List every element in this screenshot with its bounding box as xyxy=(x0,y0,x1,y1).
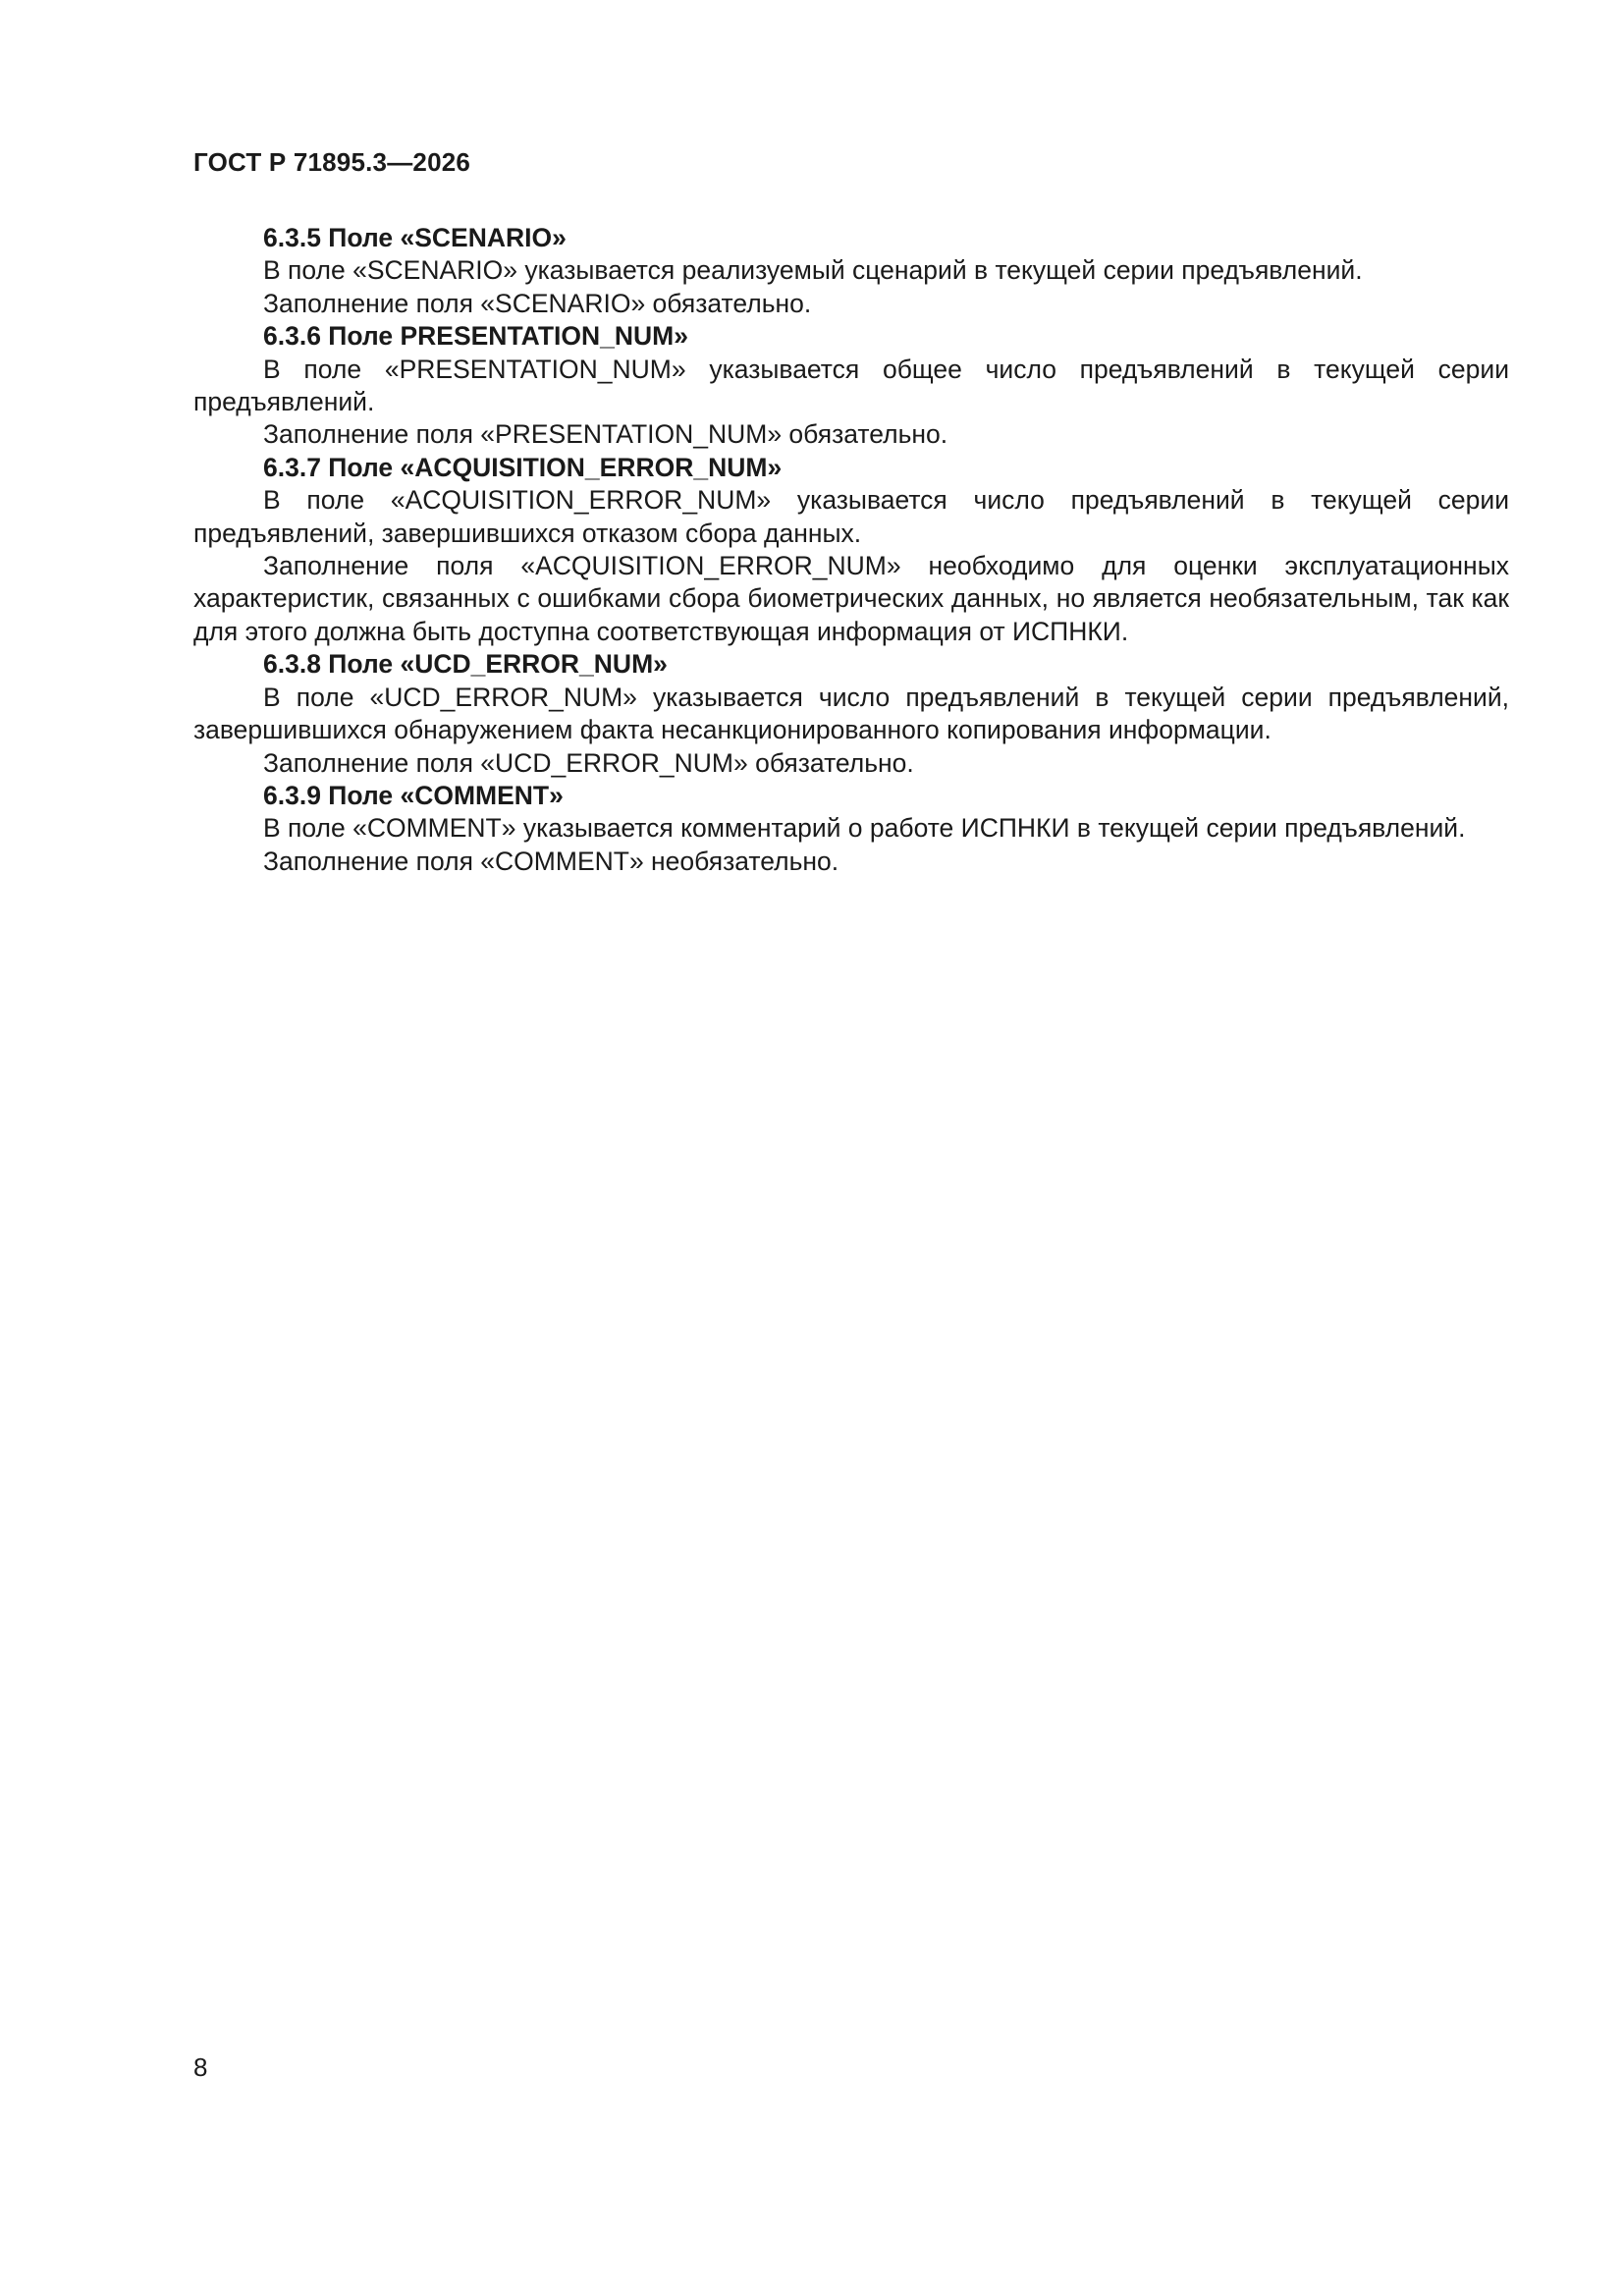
section-paragraph: Заполнение поля «UCD_ERROR_NUM» обязательно. xyxy=(263,747,914,778)
section-heading-6-3-5: 6.3.5 Поле «SCENARIO» xyxy=(263,223,567,252)
section-heading-6-3-7: 6.3.7 Поле «ACQUISITION_ERROR_NUM» xyxy=(263,452,783,482)
section-heading-6-3-6: 6.3.6 Поле PRESENTATION_NUM» xyxy=(263,321,688,352)
section-heading-6-3-8: 6.3.8 Поле «UCD_ERROR_NUM» xyxy=(263,649,668,680)
section-paragraph: Заполнение поля «PRESENTATION_NUM» обязательно. xyxy=(263,419,948,450)
document-body xyxy=(193,222,1509,878)
section-paragraph: В поле «SCENARIO» указывается реализуемый сценарий в текущей серии предъявлений. xyxy=(263,255,1363,286)
section-heading-6-3-9: 6.3.9 Поле «COMMENT» xyxy=(263,780,564,810)
page-number: 8 xyxy=(193,2052,208,2082)
document-header: ГОСТ Р 71895.3—2026 xyxy=(193,147,471,177)
section-paragraph: В поле «PRESENTATION_NUM» указывается общее число предъявлений в текущей серии предъявлений. xyxy=(193,354,1509,417)
section-paragraph: В поле «COMMENT» указывается комментарий о работе ИСПНКИ в текущей серии предъявлений. xyxy=(263,813,1466,844)
section-paragraph: Заполнение поля «SCENARIO» обязательно. xyxy=(263,288,812,318)
section-paragraph: В поле «ACQUISITION_ERROR_NUM» указывается число предъявлений в текущей серии предъявлений, завершившихся отказом сбора данных. xyxy=(193,485,1509,548)
section-paragraph: В поле «UCD_ERROR_NUM» указывается число предъявлений в текущей серии предъявлений, завершившихся обнаружением факта несанкционированного копирования информации. xyxy=(193,682,1509,745)
section-paragraph: Заполнение поля «COMMENT» необязательно. xyxy=(263,846,839,876)
section-paragraph: Заполнение поля «ACQUISITION_ERROR_NUM» необходимо для оценки эксплуатационных характеристик, связанных с ошибками сбора биометрических данных, но является необязательным, так как для этого должна быть доступна соответствующая информация от ИСПНКИ. xyxy=(193,551,1509,646)
